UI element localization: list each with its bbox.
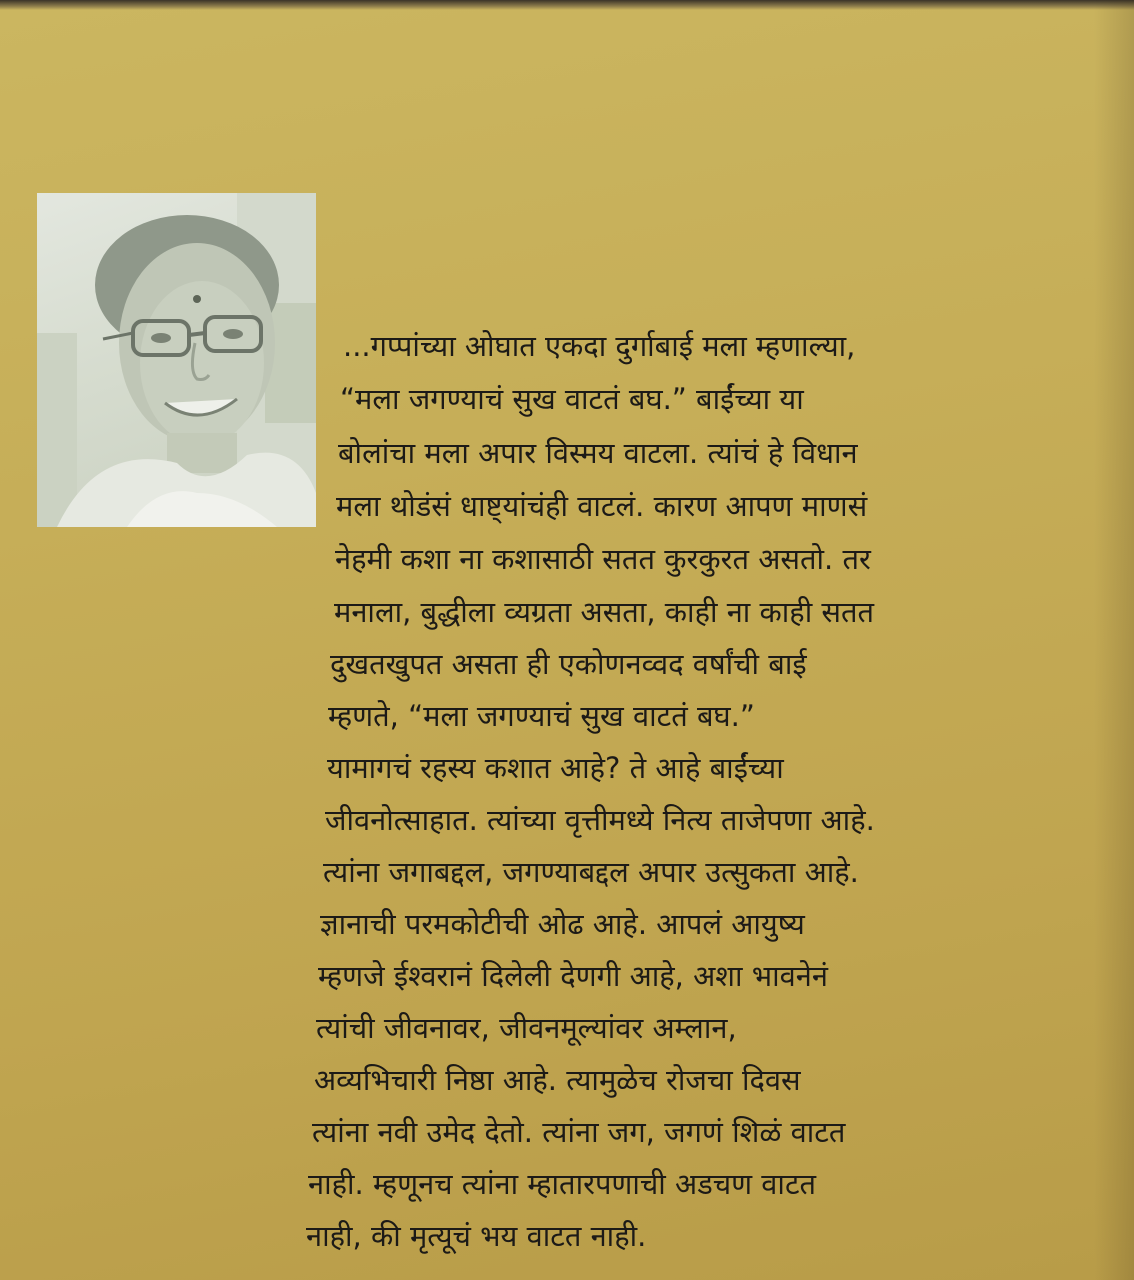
passage-line: त्यांची जीवनावर, जीवनमूल्यांवर अम्लान, bbox=[316, 1011, 737, 1045]
passage-line: त्यांना नवी उमेद देतो. त्यांना जग, जगणं शिळं वाटत bbox=[312, 1115, 846, 1149]
passage-line: दुखतखुपत असता ही एकोणनव्वद वर्षांची बाई bbox=[330, 647, 807, 681]
passage-line: ...गप्पांच्या ओघात एकदा दुर्गाबाई मला म्हणाल्या, bbox=[343, 329, 856, 363]
author-photo bbox=[37, 193, 316, 527]
passage-line: यामागचं रहस्य कशात आहे? ते आहे बाईंच्या bbox=[327, 751, 784, 785]
cover-top-edge bbox=[0, 0, 1134, 10]
passage-line: मला थोडंसं धाष्ट्यांचंही वाटलं. कारण आपण माणसं bbox=[336, 489, 868, 523]
passage-line: मनाला, बुद्धीला व्यग्रता असता, काही ना काही सतत bbox=[334, 595, 875, 629]
passage-line: ज्ञानाची परमकोटीची ओढ आहे. आपलं आयुष्य bbox=[320, 907, 805, 941]
passage-line: नाही. म्हणूनच त्यांना म्हातारपणाची अडचण वाटत bbox=[308, 1167, 817, 1201]
cover-shadow bbox=[1094, 0, 1134, 1280]
passage-line: नेहमी कशा ना कशासाठी सतत कुरकुरत असतो. तर bbox=[335, 542, 871, 576]
passage-line: जीवनोत्साहात. त्यांच्या वृत्तीमध्ये नित्य ताजेपणा आहे. bbox=[325, 803, 875, 837]
passage-line: अव्यभिचारी निष्ठा आहे. त्यामुळेच रोजचा दिवस bbox=[314, 1063, 801, 1097]
passage-line: “मला जगण्याचं सुख वाटतं बघ.” बाईंच्या या bbox=[340, 382, 804, 416]
author-portrait-graphic bbox=[37, 193, 316, 527]
passage-line: नाही, की मृत्यूचं भय वाटत नाही. bbox=[306, 1219, 647, 1253]
passage-line: म्हणते, “मला जगण्याचं सुख वाटतं बघ.” bbox=[328, 699, 755, 733]
passage-line: म्हणजे ईश्वरानं दिलेली देणगी आहे, अशा भावनेनं bbox=[318, 959, 828, 993]
passage-line: बोलांचा मला अपार विस्मय वाटला. त्यांचं हे विधान bbox=[338, 436, 858, 470]
passage-line: त्यांना जगाबद्दल, जगण्याबद्दल अपार उत्सुकता आहे. bbox=[323, 855, 859, 889]
